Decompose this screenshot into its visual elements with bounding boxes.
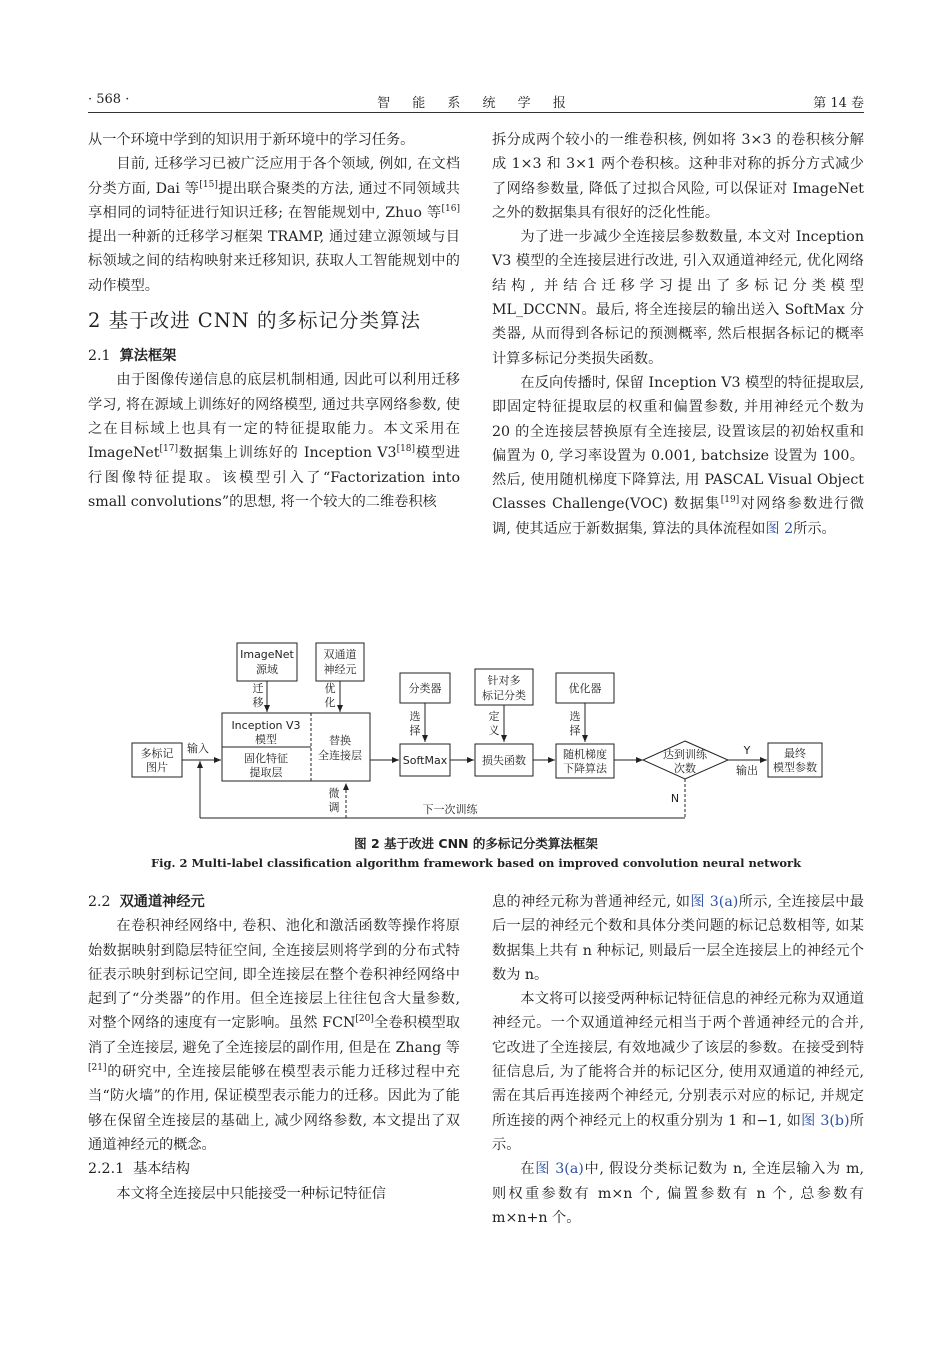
svg-text:微: 微 (328, 787, 340, 800)
svg-text:全连接层: 全连接层 (318, 749, 362, 762)
paragraph: 息的神经元称为普通神经元, 如图 3(a)所示, 全连接层中最后一层的神经元个数和具体分类问题的标记总数相等, 如某数据集上共有 n 种标记, 则最后一层全连接层上的神经元个数为 n。 (492, 894, 864, 983)
next-training-label: 下一次训练 (422, 803, 478, 816)
svg-text:损失函数: 损失函数 (482, 754, 526, 767)
svg-text:择: 择 (409, 724, 421, 737)
paragraph: 由于图像传递信息的底层机制相通, 因此可以利用迁移学习, 将在源域上训练好的网络模型, 通过共享网络参数, 使之在目标域上也具有一定的特征提取能力。本文采用在 ImageNet[17]数据集上训练好的 Inception V3[18]模型进行图像特征提取。该模型引入了“Factorization into small convolutions”的思想, 将一个较大的二维卷积核 (88, 372, 460, 510)
citation: [16] (441, 203, 460, 214)
paragraph: 在反向传播时, 保留 Inception V3 模型的特征提取层, 即固定特征提取层的权重和偏置参数, 并用神经元个数为 20 的全连接层替换原有全连接层, 设置该层的初始权重和偏置为 0, 学习率设置为 0.001, batchsize 设置为 100。然后, 使用随机梯度下降算法, 用 PASCAL Visual Object Classes Challenge(VOC) 数据集[19]对网络参数进行微调, 使其适应于新数据集, 算法的具体流程如图 2所示。 (492, 374, 864, 537)
svg-text:优: 优 (324, 682, 336, 695)
figure-link[interactable]: 图 3(a) (690, 894, 739, 910)
section-heading: 2 基于改进 CNN 的多标记分类算法 (88, 309, 422, 333)
right-column-bottom (492, 890, 864, 1230)
citation: [18] (396, 444, 416, 455)
svg-text:Y: Y (743, 744, 751, 757)
svg-text:Inception V3: Inception V3 (231, 719, 301, 732)
citation: [21] (88, 1063, 107, 1074)
svg-text:图片: 图片 (146, 761, 168, 774)
figure-caption-en: Fig. 2 Multi-label classification algorithm framework based on improved convolution neural network (150, 856, 802, 870)
citation: [17] (159, 444, 178, 455)
svg-text:化: 化 (324, 696, 336, 709)
figure-link[interactable]: 图 2 (765, 520, 794, 537)
svg-text:分类器: 分类器 (408, 682, 442, 695)
svg-text:随机梯度: 随机梯度 (563, 748, 607, 761)
figure-link[interactable]: 图 3(a) (535, 1161, 584, 1178)
citation: [19] (720, 495, 740, 506)
paragraph: 在图 3(a)中, 假设分类标记数为 n, 全连层输入为 m, 则权重参数有 m×n 个, 偏置参数有 n 个, 总参数有 m×n+n 个。 (492, 1161, 864, 1226)
svg-text:调: 调 (328, 801, 340, 814)
svg-text:模型参数: 模型参数 (773, 761, 817, 774)
paragraph: 本文将全连接层中只能接受一种标记特征信 (116, 1185, 386, 1202)
paragraph: 本文将可以接受两种标记特征信息的神经元称为双通道神经元。一个双通道神经元相当于两个普通神经元的合并, 它改进了全连接层, 有效地减少了该层的参数。在接受到特征信息后, 为了能将合并的标记区分, 使用双通道的神经元, 需在其后再连接两个神经元, 分别表示对应的标记, 并规定所连接的两个神经元上的权重分别为 1 和−1, 如图 3(b)所示。 (492, 991, 864, 1153)
svg-text:多标记: 多标记 (140, 747, 174, 760)
left-column-bottom (88, 886, 460, 1206)
svg-text:源域: 源域 (256, 663, 278, 676)
svg-text:最终: 最终 (784, 747, 806, 760)
figure-link[interactable]: 图 3(b) (801, 1112, 850, 1129)
svg-text:义: 义 (488, 724, 500, 737)
volume-label: 第 14 卷 (813, 96, 864, 111)
svg-text:次数: 次数 (674, 762, 696, 775)
subsection-heading: 2.1 算法框架 (88, 348, 177, 365)
svg-text:N: N (670, 792, 680, 805)
svg-text:提取层: 提取层 (249, 766, 283, 779)
dual-channel-label: 双通道 (323, 648, 357, 661)
svg-text:移: 移 (252, 696, 264, 709)
figure-caption-cn: 图 2 基于改进 CNN 的多标记分类算法框架 (354, 836, 598, 851)
subsection-heading: 2.2 双通道神经元 (88, 894, 205, 910)
paragraph: 从一个环境中学到的知识用于新环境中的学习任务。 (88, 132, 415, 148)
svg-text:输出: 输出 (736, 764, 758, 777)
paragraph: 在卷积神经网络中, 卷积、池化和激活函数等操作将原始数据映射到隐层特征空间, 全连接层则将学到的分布式特征表示映射到标记空间, 即全连接层在整个卷积神经网络中起到了“分类器”的作用。但全连接层上往往包含大量参数, 对整个网络的速度有一定影响。虽然 FCN[20]全卷积模型取消了全连接层, 避免了全连接层的副作用, 但是在 Zhang 等[21]的研究中, 全连接层能够在模型表示能力迁移过程中充当“防火墙”的作用, 保证模型表示能力的迁移。因此为了能够在保留全连接层的基础上, 减少网络参数, 本文提出了双通道神经元的概念。 (88, 918, 460, 1153)
svg-text:下降算法: 下降算法 (563, 762, 607, 775)
subsubsection-heading: 2.2.1 基本结构 (88, 1161, 190, 1178)
svg-text:选: 选 (569, 710, 581, 723)
svg-text:选: 选 (409, 710, 421, 723)
svg-text:优化器: 优化器 (568, 682, 602, 695)
svg-text:定: 定 (488, 710, 500, 723)
citation: [15] (199, 179, 218, 190)
paragraph: 拆分成两个较小的一维卷积核, 例如将 3×3 的卷积核分解成 1×3 和 3×1 两个卷积核。这种非对称的拆分方式减少了网络参数量, 降低了过拟合风险, 可以保证对 ImageNet 之外的数据集具有很好的泛化性能。 (492, 132, 864, 221)
svg-text:模型: 模型 (255, 733, 277, 746)
svg-text:迁: 迁 (252, 682, 264, 695)
svg-text:输入: 输入 (187, 742, 209, 755)
imagenet-label: ImageNet (240, 648, 294, 661)
paragraph: 为了进一步减少全连接层参数数量, 本文对 Inception V3 模型的全连接层进行改进, 引入双通道神经元, 优化网络结构, 并结合迁移学习提出了多标记分类模型 ML_DCCNN。最后, 将全连接层的输出送入 SoftMax 分类器, 从而得到各标记的预测概率, 然后根据各标记的概率计算多标记分类损失函数。 (492, 229, 864, 367)
svg-text:择: 择 (569, 724, 581, 737)
citation: [20] (355, 1014, 374, 1025)
page-number: · 568 · (88, 92, 130, 107)
svg-text:神经元: 神经元 (323, 663, 357, 676)
svg-text:标记分类: 标记分类 (482, 689, 526, 702)
paragraph: 目前, 迁移学习已被广泛应用于各个领域, 例如, 在文档分类方面, Dai 等[15]提出联合聚类的方法, 通过不同领域共享相同的词特征进行知识迁移; 在智能规划中, Zhuo 等[16]提出一种新的迁移学习框架 TRAMP, 通过建立源领域与目标领域之间的结构映射来迁移知识, 获取人工智能规划中的动作模型。 (88, 156, 460, 294)
svg-text:替换: 替换 (329, 734, 351, 747)
svg-text:固化特征: 固化特征 (244, 752, 288, 765)
svg-text:SoftMax: SoftMax (402, 754, 448, 767)
svg-text:针对多: 针对多 (487, 674, 521, 687)
journal-name: 智 能 系 统 学 报 (377, 96, 575, 111)
svg-text:达到训练: 达到训练 (663, 748, 707, 761)
